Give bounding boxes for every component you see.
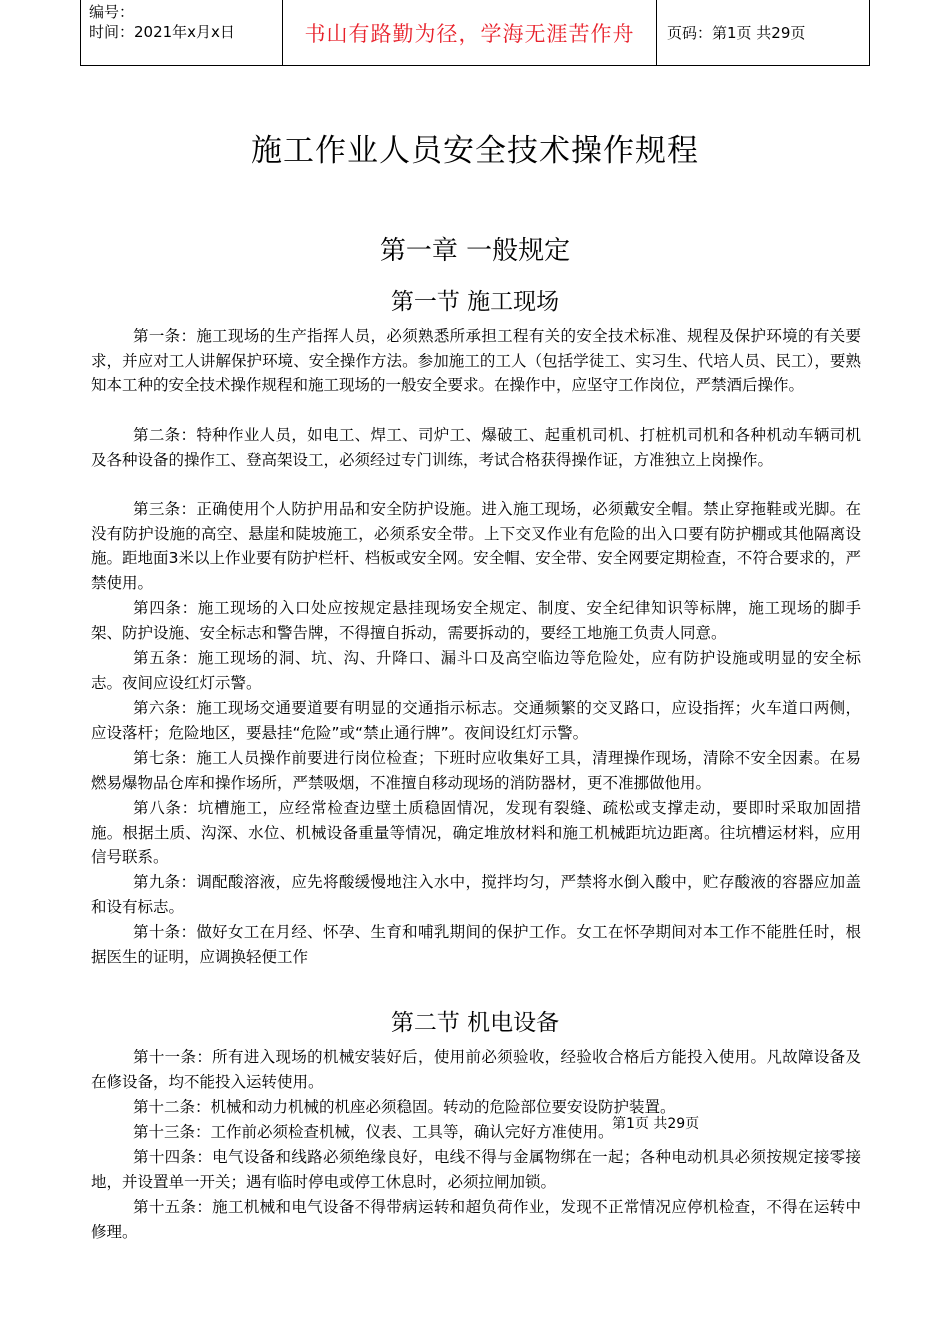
document-number-label: 编号： bbox=[89, 3, 135, 21]
article-15: 第十五条：施工机械和电气设备不得带病运转和超负荷作业，发现不正常情况应停机检查，不得在运转中修理。 bbox=[91, 1198, 861, 1241]
article-11: 第十一条：所有进入现场的机械安装好后，使用前必须验收，经验收合格后方能投入使用。凡故障设备及在修设备，均不能投入运转使用。 bbox=[91, 1048, 861, 1091]
footer-page-number: 第1页 共29页 bbox=[612, 1116, 700, 1132]
article-3: 第三条：正确使用个人防护用品和安全防护设施。进入施工现场，必须戴安全帽。禁止穿拖鞋或光脚。在没有防护设施的高空、悬崖和陡坡施工，必须系安全带。上下交叉作业有危险的出入口要有防护棚或其他隔离设施。距地面3米以上作业要有防护栏杆、档板或安全网。安全帽、安全带、安全网要定期检查，不符合要求的，严禁使用。 bbox=[91, 500, 861, 592]
article-8: 第八条：坑槽施工，应经常检查边壁土质稳固情况，发现有裂缝、疏松或支撑走动，要即时采取加固措施。根据土质、沟深、水位、机械设备重量等情况，确定堆放材料和施工机械距坑边距离。往坑槽运材料，应用信号联系。 bbox=[91, 799, 861, 867]
article-1: 第一条：施工现场的生产指挥人员，必须熟悉所承担工程有关的安全技术标准、规程及保护环境的有关要求，并应对工人讲解保护环境、安全操作方法。参加施工的工人（包括学徒工、实习生、代培人员、民工），要熟知本工种的安全技术操作规程和施工现场的一般安全要求。在操作中，应坚守工作岗位，严禁酒后操作。 bbox=[91, 327, 861, 395]
header-meta bbox=[81, 0, 283, 65]
article-9: 第九条：调配酸溶液，应先将酸缓慢地注入水中，搅拌均匀，严禁将水倒入酸中，贮存酸液的容器应加盖和设有标志。 bbox=[91, 873, 861, 916]
article-6: 第六条：施工现场交通要道要有明显的交通指示标志。交通频繁的交叉路口，应设指挥；火车道口两侧，应设落杆；危险地区，要悬挂“危险”或“禁止通行牌”。夜间设红灯示警。 bbox=[91, 699, 861, 742]
article-12: 第十二条：机械和动力机械的机座必须稳固。转动的危险部位要安设防护装置。 bbox=[133, 1098, 676, 1116]
article-10: 第十条：做好女工在月经、怀孕、生育和哺乳期间的保护工作。女工在怀孕期间对本工作不能胜任时，根据医生的证明，应调换轻便工作 bbox=[91, 923, 861, 966]
article-14: 第十四条：电气设备和线路必须绝缘良好，电线不得与金属物绑在一起；各种电动机具必须按规定接零接地，并设置单一开关；遇有临时停电或停工休息时，必须拉闸加锁。 bbox=[91, 1148, 861, 1191]
section-title-site: 第一节 施工现场 bbox=[390, 289, 560, 315]
section-title-equipment: 第二节 机电设备 bbox=[390, 1010, 560, 1036]
page-header bbox=[80, 0, 870, 66]
document-title: 施工作业人员安全技术操作规程 bbox=[251, 133, 699, 169]
chapter-title: 第一章 一般规定 bbox=[379, 236, 571, 266]
article-7: 第七条：施工人员操作前要进行岗位检查；下班时应收集好工具，清理操作现场，清除不安全因素。在易燃易爆物品仓库和操作场所，严禁吸烟，不准擅自移动现场的消防器材，更不准挪做他用。 bbox=[91, 749, 861, 792]
header-page-info: 页码：第1页 共29页 bbox=[667, 24, 806, 42]
document-time-label: 时间：2021年x月x日 bbox=[89, 23, 235, 41]
article-4: 第四条：施工现场的入口处应按规定悬挂现场安全规定、制度、安全纪律知识等标牌，施工现场的脚手架、防护设施、安全标志和警告牌，不得擅自拆动，需要拆动的，要经工地施工负责人同意。 bbox=[91, 599, 861, 642]
article-13: 第十三条：工作前必须检查机械，仪表、工具等，确认完好方准使用。 bbox=[133, 1123, 614, 1141]
article-5: 第五条：施工现场的洞、坑、沟、升降口、漏斗口及高空临边等危险处，应有防护设施或明显的安全标志。夜间应设红灯示警。 bbox=[91, 649, 861, 692]
article-2: 第二条：特种作业人员，如电工、焊工、司炉工、爆破工、起重机司机、打桩机司机和各种机动车辆司机及各种设备的操作工、登高架设工，必须经过专门训练，考试合格获得操作证，方准独立上岗操作。 bbox=[91, 426, 861, 469]
header-motto: 书山有路勤为径，学海无涯苦作舟 bbox=[283, 0, 657, 65]
